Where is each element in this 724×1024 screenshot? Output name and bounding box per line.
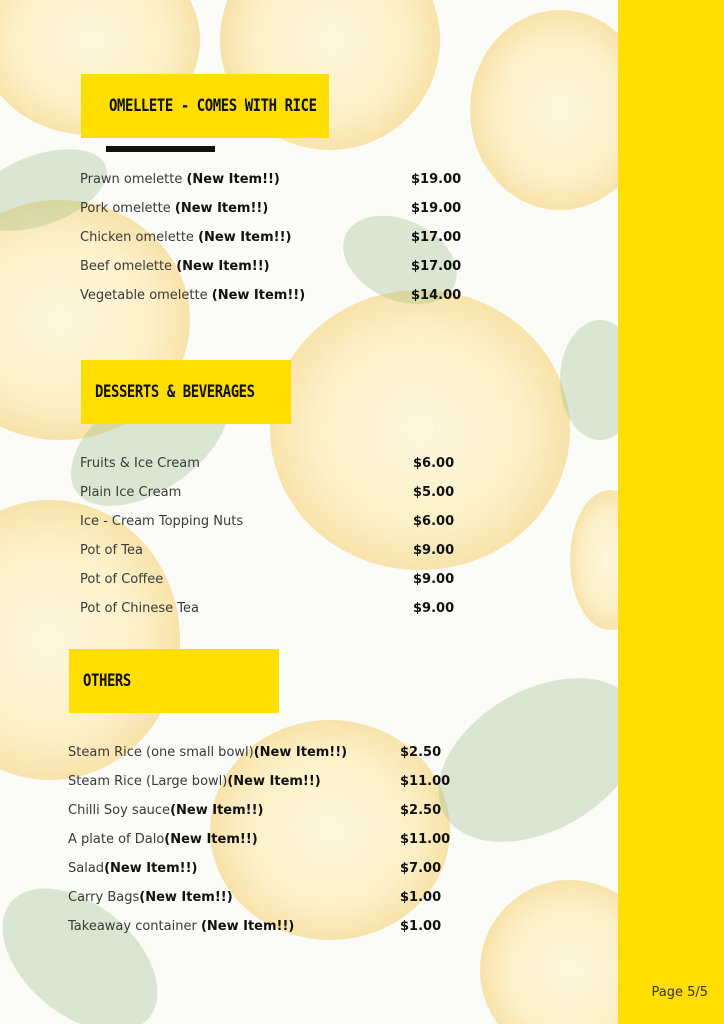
menu-item — [80, 601, 199, 617]
menu-item — [80, 288, 305, 304]
menu-item — [80, 543, 143, 559]
item-name: Salad — [68, 861, 105, 876]
item-price: $9.00 — [413, 572, 455, 587]
item-price: $11.00 — [400, 774, 451, 789]
item-price: $6.00 — [413, 456, 455, 471]
item-name: Takeaway container — [68, 919, 201, 934]
item-name: Pot of Tea — [80, 543, 143, 558]
item-price: $6.00 — [413, 514, 455, 529]
menu-item — [80, 230, 291, 246]
item-price: $7.00 — [400, 861, 442, 876]
new-item-tag: (New Item!!) — [211, 288, 306, 303]
heading-underline — [106, 146, 215, 152]
menu-item — [80, 572, 163, 588]
menu-item — [68, 861, 197, 877]
menu-item — [80, 201, 268, 217]
item-price: $17.00 — [411, 230, 462, 245]
section-heading-others — [69, 649, 279, 713]
item-price: $1.00 — [400, 890, 442, 905]
item-name: Beef omelette — [80, 259, 177, 274]
new-item-tag: (New Item!!) — [170, 803, 264, 818]
new-item-tag: (New Item!!) — [198, 230, 292, 245]
section-heading-desserts — [81, 360, 291, 424]
item-name: Prawn omelette — [80, 172, 187, 187]
menu-item — [68, 890, 233, 906]
page-number: Page 5/5 — [651, 985, 708, 1000]
new-item-tag: (New Item!!) — [176, 259, 270, 274]
section-heading-text: DESSERTS & BEVERAGES — [95, 382, 255, 402]
item-price: $2.50 — [400, 745, 442, 760]
item-price: $5.00 — [413, 485, 455, 500]
item-price: $19.00 — [411, 172, 462, 187]
menu-item — [68, 832, 258, 848]
new-item-tag: (New Item!!) — [164, 832, 258, 847]
item-name: Ice - Cream Topping Nuts — [80, 514, 244, 529]
menu-item — [68, 803, 263, 819]
menu-item — [68, 919, 294, 935]
menu-item — [68, 745, 347, 761]
item-price: $17.00 — [411, 259, 462, 274]
item-name: Fruits & Ice Cream — [80, 456, 200, 471]
item-name: Chicken omelette — [80, 230, 199, 245]
item-name: Vegetable omelette — [80, 288, 212, 303]
new-item-tag: (New Item!!) — [200, 919, 295, 934]
menu-item — [80, 259, 270, 275]
item-name: Carry Bags — [68, 890, 140, 905]
item-price: $9.00 — [413, 543, 455, 558]
item-price: $11.00 — [400, 832, 451, 847]
menu-item — [80, 172, 280, 188]
new-item-tag: (New Item!!) — [227, 774, 321, 789]
item-price: $1.00 — [400, 919, 442, 934]
new-item-tag: (New Item!!) — [174, 201, 269, 216]
item-price: $9.00 — [413, 601, 455, 616]
item-price: $14.00 — [411, 288, 462, 303]
item-name: Chilli Soy sauce — [68, 803, 171, 818]
new-item-tag: (New Item!!) — [104, 861, 198, 876]
menu-item — [80, 514, 243, 530]
new-item-tag: (New Item!!) — [253, 745, 348, 760]
new-item-tag: (New Item!!) — [139, 890, 233, 905]
section-heading-omelette — [81, 74, 329, 138]
section-heading-text: OMELLETE - COMES WITH RICE — [109, 96, 317, 116]
item-name: Pot of Coffee — [80, 572, 164, 587]
menu-item — [80, 456, 200, 472]
menu-item — [80, 485, 181, 501]
item-name: Pork omelette — [80, 201, 175, 216]
yellow-sidebar — [618, 0, 724, 1024]
menu-item — [68, 774, 321, 790]
item-name: Pot of Chinese Tea — [80, 601, 199, 616]
item-price: $19.00 — [411, 201, 462, 216]
section-heading-text: OTHERS — [83, 671, 131, 691]
item-name: Steam Rice (Large bowl) — [68, 774, 228, 789]
item-price: $2.50 — [400, 803, 442, 818]
item-name: A plate of Dalo — [68, 832, 165, 847]
item-name: Steam Rice (one small bowl) — [68, 745, 254, 760]
new-item-tag: (New Item!!) — [186, 172, 280, 187]
item-name: Plain Ice Cream — [80, 485, 182, 500]
